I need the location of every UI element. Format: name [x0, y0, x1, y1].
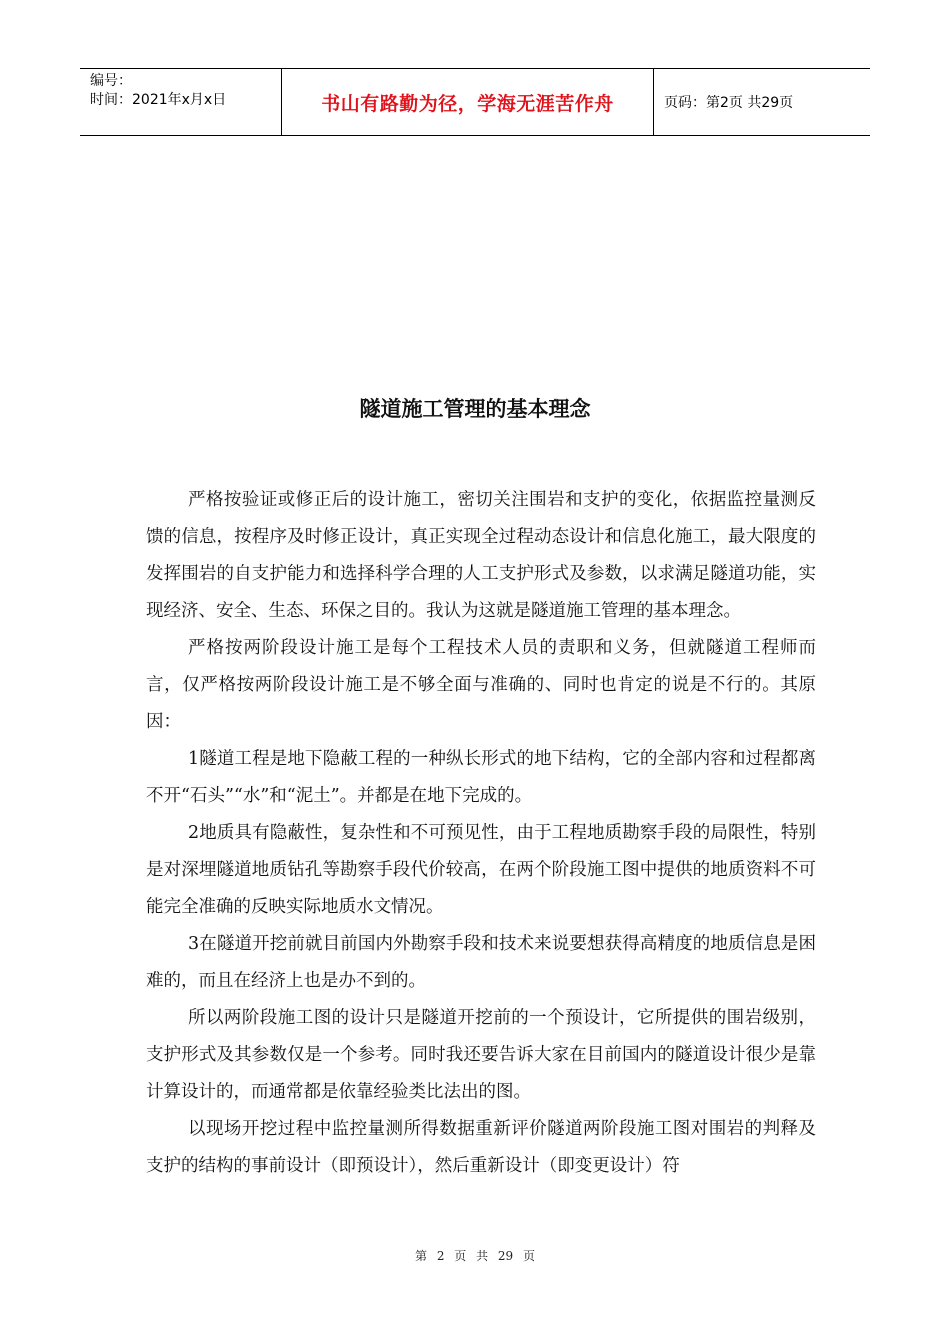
- paragraph: 3在隧道开挖前就目前国内外勘察手段和技术来说要想获得高精度的地质信息是困难的，而且在经济上也是办不到的。: [146, 934, 816, 991]
- paragraph: 1隧道工程是地下隐蔽工程的一种纵长形式的地下结构，它的全部内容和过程都离不开“石头”“水”和“泥土”。并都是在地下完成的。: [146, 749, 816, 806]
- document-title: 隧道施工管理的基本理念: [359, 397, 591, 421]
- document-body: [146, 482, 816, 1185]
- document-number-label: 编号：: [90, 73, 132, 89]
- paragraph: 严格按两阶段设计施工是每个工程技术人员的责职和义务，但就隧道工程师而言，仅严格按两阶段设计施工是不够全面与准确的、同时也肯定的说是不行的。其原因：: [146, 638, 816, 732]
- paragraph: 严格按验证或修正后的设计施工，密切关注围岩和支护的变化，依据监控量测反馈的信息，按程序及时修正设计，真正实现全过程动态设计和信息化施工，最大限度的发挥围岩的自支护能力和选择科学合理的人工支护形式及参数，以求满足隧道功能，实现经济、安全、生态、环保之目的。我认为这就是隧道施工管理的基本理念。: [146, 490, 816, 621]
- page-header: [80, 68, 870, 136]
- paragraph: 以现场开挖过程中监控量测所得数据重新评价隧道两阶段施工图对围岩的判释及支护的结构的事前设计（即预设计），然后重新设计（即变更设计）符: [146, 1119, 816, 1176]
- document-date: 时间：2021年x月x日: [90, 92, 227, 108]
- paragraph: 所以两阶段施工图的设计只是隧道开挖前的一个预设计，它所提供的围岩级别，支护形式及其参数仅是一个参考。同时我还要告诉大家在目前国内的隧道设计很少是靠计算设计的，而通常都是依靠经验类比法出的图。: [146, 1008, 816, 1102]
- page-footer: 第 2 页 共 29 页: [415, 1249, 535, 1263]
- header-motto: 书山有路勤为径，学海无涯苦作舟: [282, 69, 654, 135]
- paragraph: 2地质具有隐蔽性，复杂性和不可预见性，由于工程地质勘察手段的局限性，特别是对深埋隧道地质钻孔等勘察手段代价较高，在两个阶段施工图中提供的地质资料不可能完全准确的反映实际地质水文情况。: [146, 823, 816, 917]
- header-page-info: 页码：第2页 共29页: [664, 95, 794, 111]
- header-meta: [80, 69, 282, 135]
